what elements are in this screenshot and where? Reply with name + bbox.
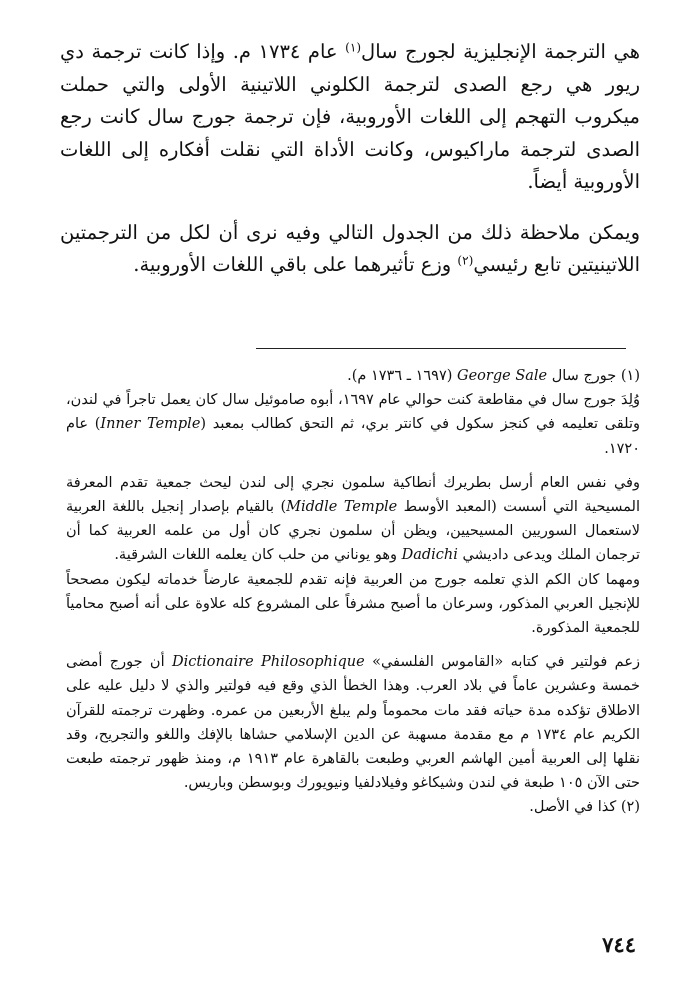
latin-name: Inner Temple (100, 416, 201, 433)
paragraph-1 (60, 36, 640, 199)
text-run: (٢) كذا في الأصل. (529, 799, 640, 816)
text-run: (١٦٩٧ ـ ١٧٣٦ م). (347, 368, 458, 384)
main-text (60, 36, 640, 282)
latin-name: Dadichi (401, 547, 458, 564)
text-run: أن جورج أمضى خمسة وعشرين عاماً في بلاد العرب. وهذا الخطأ الذي وقع فيه فولتير والذي لا دليل عليه على الاطلاق تؤكده مدة حياته فقد مات محموماً ولم يبلغ الأربعين من عمره. وظهرت ترجمته للقرآن الكريم عام ١٧٣٤ م مع مقدمة مسهبة عن الدين الإسلامي حشاها بالإفك واللغو والتجريح، وقد نقلها إلى العربية أمين الهاشم العربي وطبعت بالقاهرة عام ١٩١٣ م، ومنذ ظهور ترجمته طبعت حتى الآن ١٠٥ طبعة في لندن وشيكاغو وفيلادلفيا ونيويورك وبوسطن وباريس. (66, 654, 640, 792)
footnote-1-paragraph-2 (66, 471, 640, 568)
text-run: وُلِدَ جورج سال في مقاطعة كنت حوالي عام ١٦٩٧، أبوه صاموئيل سال كان يعمل تاجراً في لندن، وتلقى تعليمه في كنجز سكول في كانتر بري، ثم التحق كطالب بمعبد ( (66, 392, 640, 433)
footnote-separator (256, 348, 626, 349)
text-run: ) بالقيام بإصدار إنجيل باللغة العربية لاستعمال السوريين المسيحيين، ويظن أن سلمون نجري كان أول من علمه العربية كما أن ترجمان الملك ويدعى داديشي (66, 499, 640, 564)
text-run: هي الترجمة الإنجليزية لجورج سال (361, 40, 640, 63)
footnote-ref-1[interactable]: (١) (345, 40, 362, 55)
footnote-ref-2[interactable]: (٢) (457, 253, 474, 268)
footnote-1-heading (66, 364, 640, 388)
latin-name: Middle Temple (286, 499, 398, 516)
text-run: ) عام ١٧٢٠. (66, 416, 640, 457)
text-run: وفي نفس العام أرسل بطريرك أنطاكية سلمون نجري إلى لندن ليحث جمعية تقدم المعرفة المسيحية التي أسست (المعبد الأوسط (66, 474, 641, 516)
paragraph-2 (60, 217, 640, 282)
footnote-2 (66, 795, 640, 819)
text-run: ومهما كان الكم الذي تعلمه جورج من العربية فإنه تقدم للجمعية عارضاً خدماته ليكون مصححاً للإنجيل العربي المذكور، وسرعان ما أصبح مشرفاً على المشروع كله علاوة على أنه أصبح محامياً للجمعية المذكورة. (66, 571, 640, 637)
footnotes (66, 364, 640, 820)
text-run: (١) جورج سال (547, 368, 640, 384)
text-run: وهو يوناني من حلب كان يعلمه اللغات الشرقية. (114, 547, 402, 564)
footnote-1-paragraph-3 (66, 568, 640, 641)
footnote-1-paragraph-4 (66, 650, 640, 795)
text-run: عام ١٧٣٤ م. وإذا كانت ترجمة دي ريور هي رجع الصدى لترجمة الكلوني اللاتينية الأولى والتي حملت ميكروب التهجم إلى اللغات الأوروبية، فإن ترجمة جورج سال كانت رجع الصدى لترجمة ماراكيوس، وكانت الأداة التي نقلت أفكاره إلى اللغات الأوروبية أيضاً. (60, 40, 640, 193)
text-run: وزع تأثيرهما على باقي اللغات الأوروبية. (133, 253, 458, 276)
footnote-1-paragraph-1 (66, 388, 640, 461)
text-run: زعم فولتير في كتابه «القاموس الفلسفي» (364, 654, 640, 671)
latin-name: George Sale (457, 368, 548, 384)
latin-name: Dictionaire Philosophique (171, 654, 365, 671)
page-number: ٧٤٤ (602, 932, 636, 957)
text-run: ويمكن ملاحظة ذلك من الجدول التالي وفيه نرى أن لكل من الترجمتين اللاتينيتين تابع رئيسي (60, 220, 640, 276)
